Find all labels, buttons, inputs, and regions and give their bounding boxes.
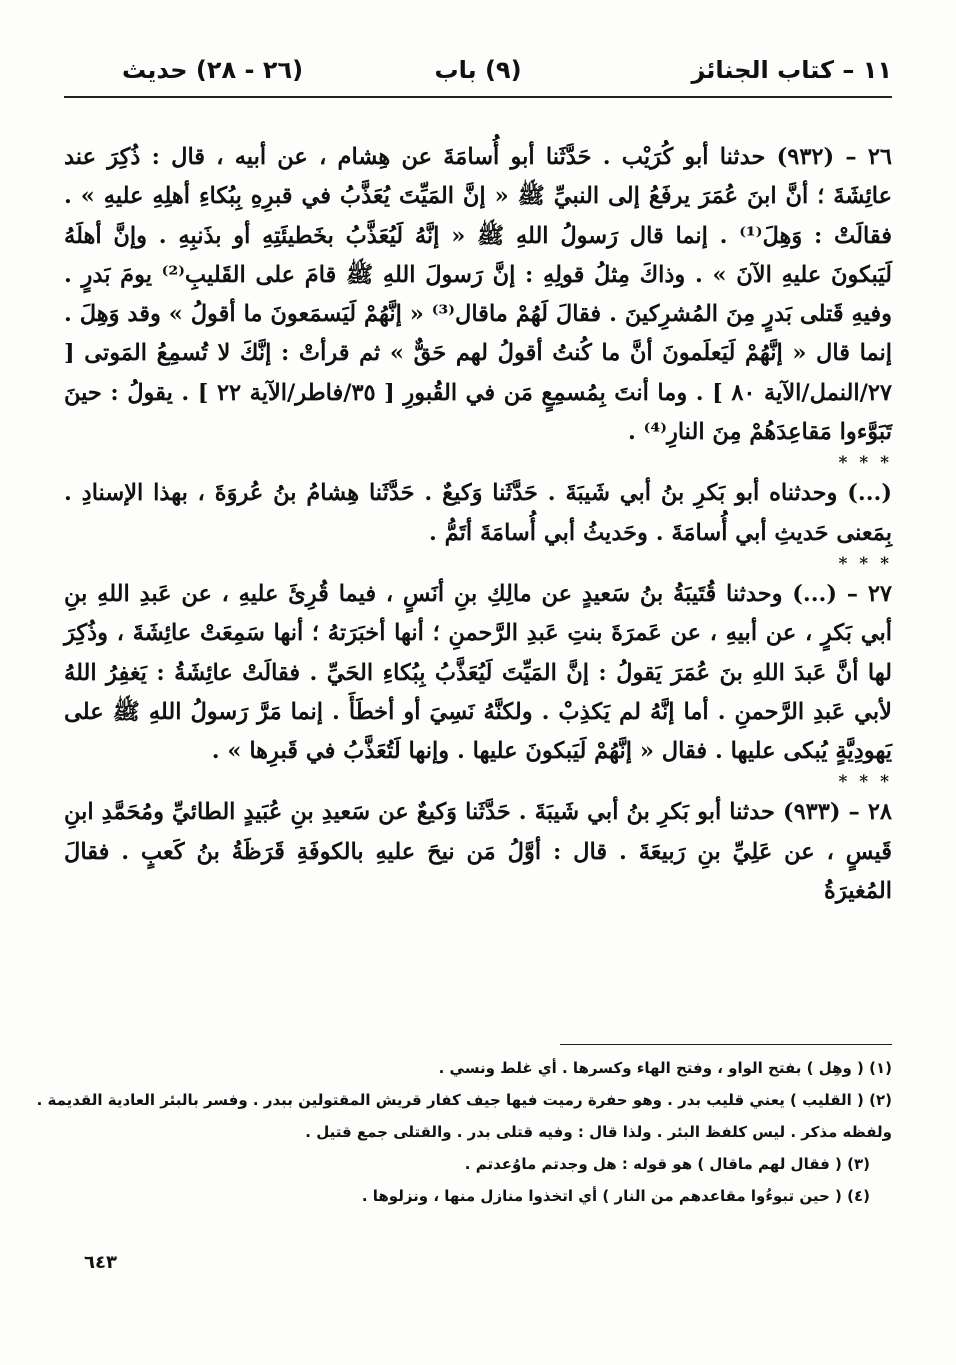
footnotes	[36, 1052, 892, 1212]
hadith-26: ٢٦ – (٩٣٢) حدثنا أبو كُرَيْب . حَدَّثَنا أبو أُسامَةَ عن هِشام ، عن أبيه ، قال : ذُكِرَ عند عائِشَةَ ؛ أنَّ ابنَ عُمَرَ يرفَعُ إلى النبيِّ ﷺ « إنَّ المَيِّتَ يُعَذَّبُ في قبرِهِ بِبُكاءِ أهلِهِ عليهِ » . فقالَتْ : وَهِلَ⁽¹⁾ . إنما قال رَسولُ اللهِ ﷺ « إنَّهُ لَيُعَذَّبُ بخَطيئَتِهِ أو بذَنبِهِ . وإنَّ أهلَهُ لَيَبكونَ عليهِ الآنَ » . وذاكَ مِثلُ قولِهِ : إنَّ رَسولَ اللهِ ﷺ قامَ على القَليبِ⁽²⁾ يومَ بَدرٍ . وفيهِ قَتلى بَدرٍ مِنَ المُشرِكينَ . فقالَ لَهُمْ ماقال⁽³⁾ « إنَّهُمْ لَيَسمَعونَ ما أقولُ » وقد وَهِلَ . إنما قال « إنَّهُمْ لَيَعلَمونَ أنَّ ما كُنتُ أقولُ لهم حَقٌّ » ثم قرأتْ : إنَّكَ لا تُسمِعُ المَوتى [ ٢٧/النمل/الآية ٨٠ ] . وما أنتَ بِمُسمِعٍ مَن في القُبورِ [ ٣٥/فاطر/الآية ٢٢ ] . يقولُ : حينَ تَبَوَّءوا مَقاعِدَهُمْ مِنَ النارِ⁽⁴⁾ .	[64, 144, 892, 446]
footnote-rule	[560, 1044, 892, 1045]
footnote-2-continued: ولفظه مذكر . ليس كلفظ البئر . ولذا قال : وفيه قتلى بدر . والقتلى جمع قتيل .	[305, 1123, 892, 1141]
page-number: ٦٤٣	[84, 1252, 117, 1273]
footnote-1: (١) ( وهِل ) بفتح الواو ، وفتح الهاء وكسرها . أي غلط ونسي .	[438, 1059, 892, 1077]
section-separator: * * *	[838, 453, 892, 474]
header-rule	[64, 96, 892, 98]
hadith-range: (٢٦ - ٢٨) حديث	[122, 56, 304, 84]
running-header	[64, 56, 892, 92]
hadith-28: ٢٨ – (٩٣٣) حدثنا أبو بَكرِ بنُ أبي شَيبَةَ . حَدَّثَنا وَكيعٌ عن سَعيدِ بنِ عُبَيدٍ الطائيِّ ومُحَمَّدِ ابنِ قَيسٍ ، عن عَلِيِّ بنِ رَبيعَةَ . قال : أوَّلُ مَن نيحَ عليهِ بالكوفَةِ قَرَظَةُ بنُ كَعبٍ . فقالَ المُغيرَةُ	[64, 799, 892, 905]
section-separator: * * *	[838, 553, 892, 574]
footnote-3: (٣) ( فقال لهم ماقال ) هو قوله : هل وجدتم ماوُعدتم .	[464, 1155, 870, 1173]
hadith-27: ٢٧ – (...) وحدثنا قُتَيبَةُ بنُ سَعيدٍ عن مالِكِ بنِ أنَسٍ ، فيما قُرِئَ عليهِ ، عن عَبدِ اللهِ بنِ أبي بَكرٍ ، عن أبيهِ ، عن عَمرَةَ بنتِ عَبدِ الرَّحمنِ ؛ أنها أخبَرَتهُ ؛ أنها سَمِعَتْ عائِشَةَ ، وذُكِرَ لها أنَّ عَبدَ اللهِ بنَ عُمَرَ يَقولُ : إنَّ المَيِّتَ لَيُعَذَّبُ بِبُكاءِ الحَيِّ . فقالَتْ عائِشَةُ : يَغفِرُ اللهُ لأبي عَبدِ الرَّحمنِ . أما إنَّهُ لم يَكذِبْ . ولكنَّهُ نَسِيَ أو أخطَأَ . إنما مَرَّ رَسولُ اللهِ ﷺ على يَهودِيَّةٍ يُبكى عليها . فقال « إنَّهُمْ لَيَبكونَ عليها . وإنها لَتُعَذَّبُ في قَبرِها » .	[64, 580, 892, 765]
section-label: (٩) باب	[434, 56, 522, 84]
book-chapter-title: ١١ – كتاب الجنائز	[691, 56, 892, 84]
hadith-26-chain: (...) وحدثناه أبو بَكرِ بنُ أبي شَيبَةَ . حَدَّثَنا وَكيعٌ . حَدَّثَنا هِشامُ بنُ عُروَةَ ، بهذا الإسنادِ . بِمَعنى حَديثِ أبي أُسامَةَ . وحَديثُ أبي أُسامَةَ أتَمُّ .	[64, 480, 892, 546]
section-separator: * * *	[838, 772, 892, 793]
main-text	[64, 138, 892, 911]
footnote-4: (٤) ( حين تبوءُوا مقاعدهم من النار ) أي اتخذوا منازل منها ، ونزلوها .	[361, 1187, 870, 1205]
footnote-2: (٢) ( القليب ) يعني قليب بدر . وهو حفرة رميت فيها جيف كفار قريش المقتولين ببدر . وفسر بالبئر العادية القديمة .	[36, 1091, 892, 1109]
